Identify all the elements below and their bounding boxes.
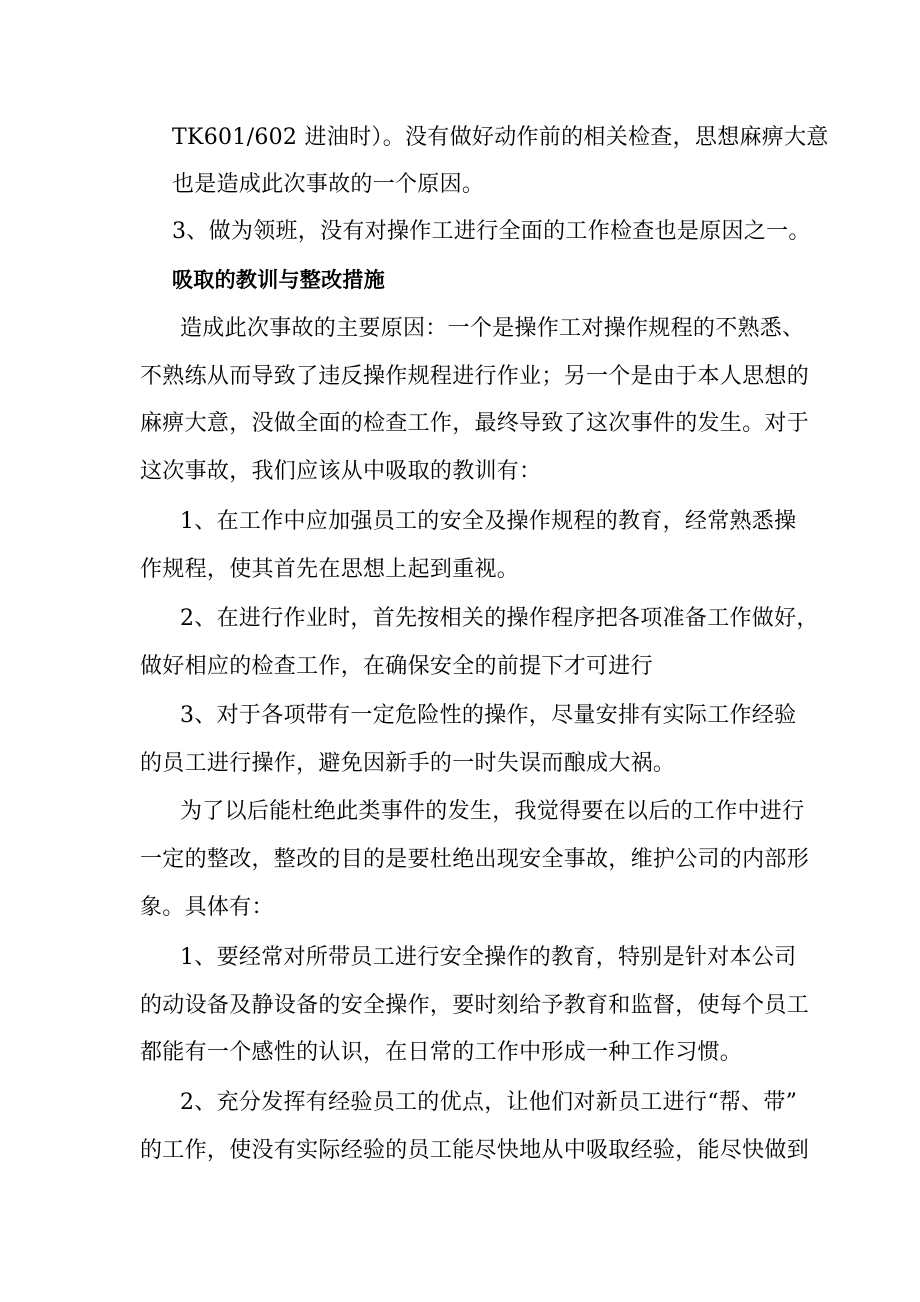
text-line: 1、在工作中应加强员工的安全及操作规程的教育，经常熟悉操 [180,509,797,534]
text-line: 1、要经常对所带员工进行安全操作的教育，特别是针对本公司 [180,945,797,970]
text-line: 3、做为领班，没有对操作工进行全面的工作检查也是原因之一。 [172,219,811,244]
text-line: TK601/602 进油时）。没有做好动作前的相关检查，思想麻痹大意 [172,125,829,150]
text-line: 麻痹大意，没做全面的检查工作，最终导致了这次事件的发生。对于 [140,411,810,436]
text-line: 不熟练从而导致了违反操作规程进行作业；另一个是由于本人思想的 [140,364,810,389]
text-line: 3、对于各项带有一定危险性的操作，尽量安排有实际工作经验 [180,703,797,728]
text-line: 造成此次事故的主要原因：一个是操作工对操作规程的不熟悉、 [180,316,805,341]
text-line: 作规程，使其首先在思想上起到重视。 [140,557,520,582]
text-line: 的动设备及静设备的安全操作，要时刻给予教育和监督，使每个员工 [140,993,810,1018]
text-line: 的员工进行操作，避免因新手的一时失误而酿成大祸。 [140,751,676,776]
text-line: 都能有一个感性的认识，在日常的工作中形成一种工作习惯。 [140,1040,743,1065]
text-line: 的工作，使没有实际经验的员工能尽快地从中吸取经验，能尽快做到 [140,1138,810,1163]
text-line: 做好相应的检查工作，在确保安全的前提下才可进行 [140,654,653,679]
text-line: 2、充分发挥有经验员工的优点，让他们对新员工进行“帮、带” [180,1090,798,1115]
section-heading: 吸取的教训与整改措施 [172,268,385,292]
text-line: 一定的整改，整改的目的是要杜绝出现安全事故，维护公司的内部形 [140,847,810,872]
text-line: 也是造成此次事故的一个原因。 [172,172,485,197]
text-line: 这次事故，我们应该从中吸取的教训有： [140,459,542,484]
text-line: 2、在进行作业时，首先按相关的操作程序把各项准备工作做好， [180,606,819,631]
text-line: 象。具体有： [140,895,274,920]
text-line: 为了以后能杜绝此类事件的发生，我觉得要在以后的工作中进行 [180,799,805,824]
